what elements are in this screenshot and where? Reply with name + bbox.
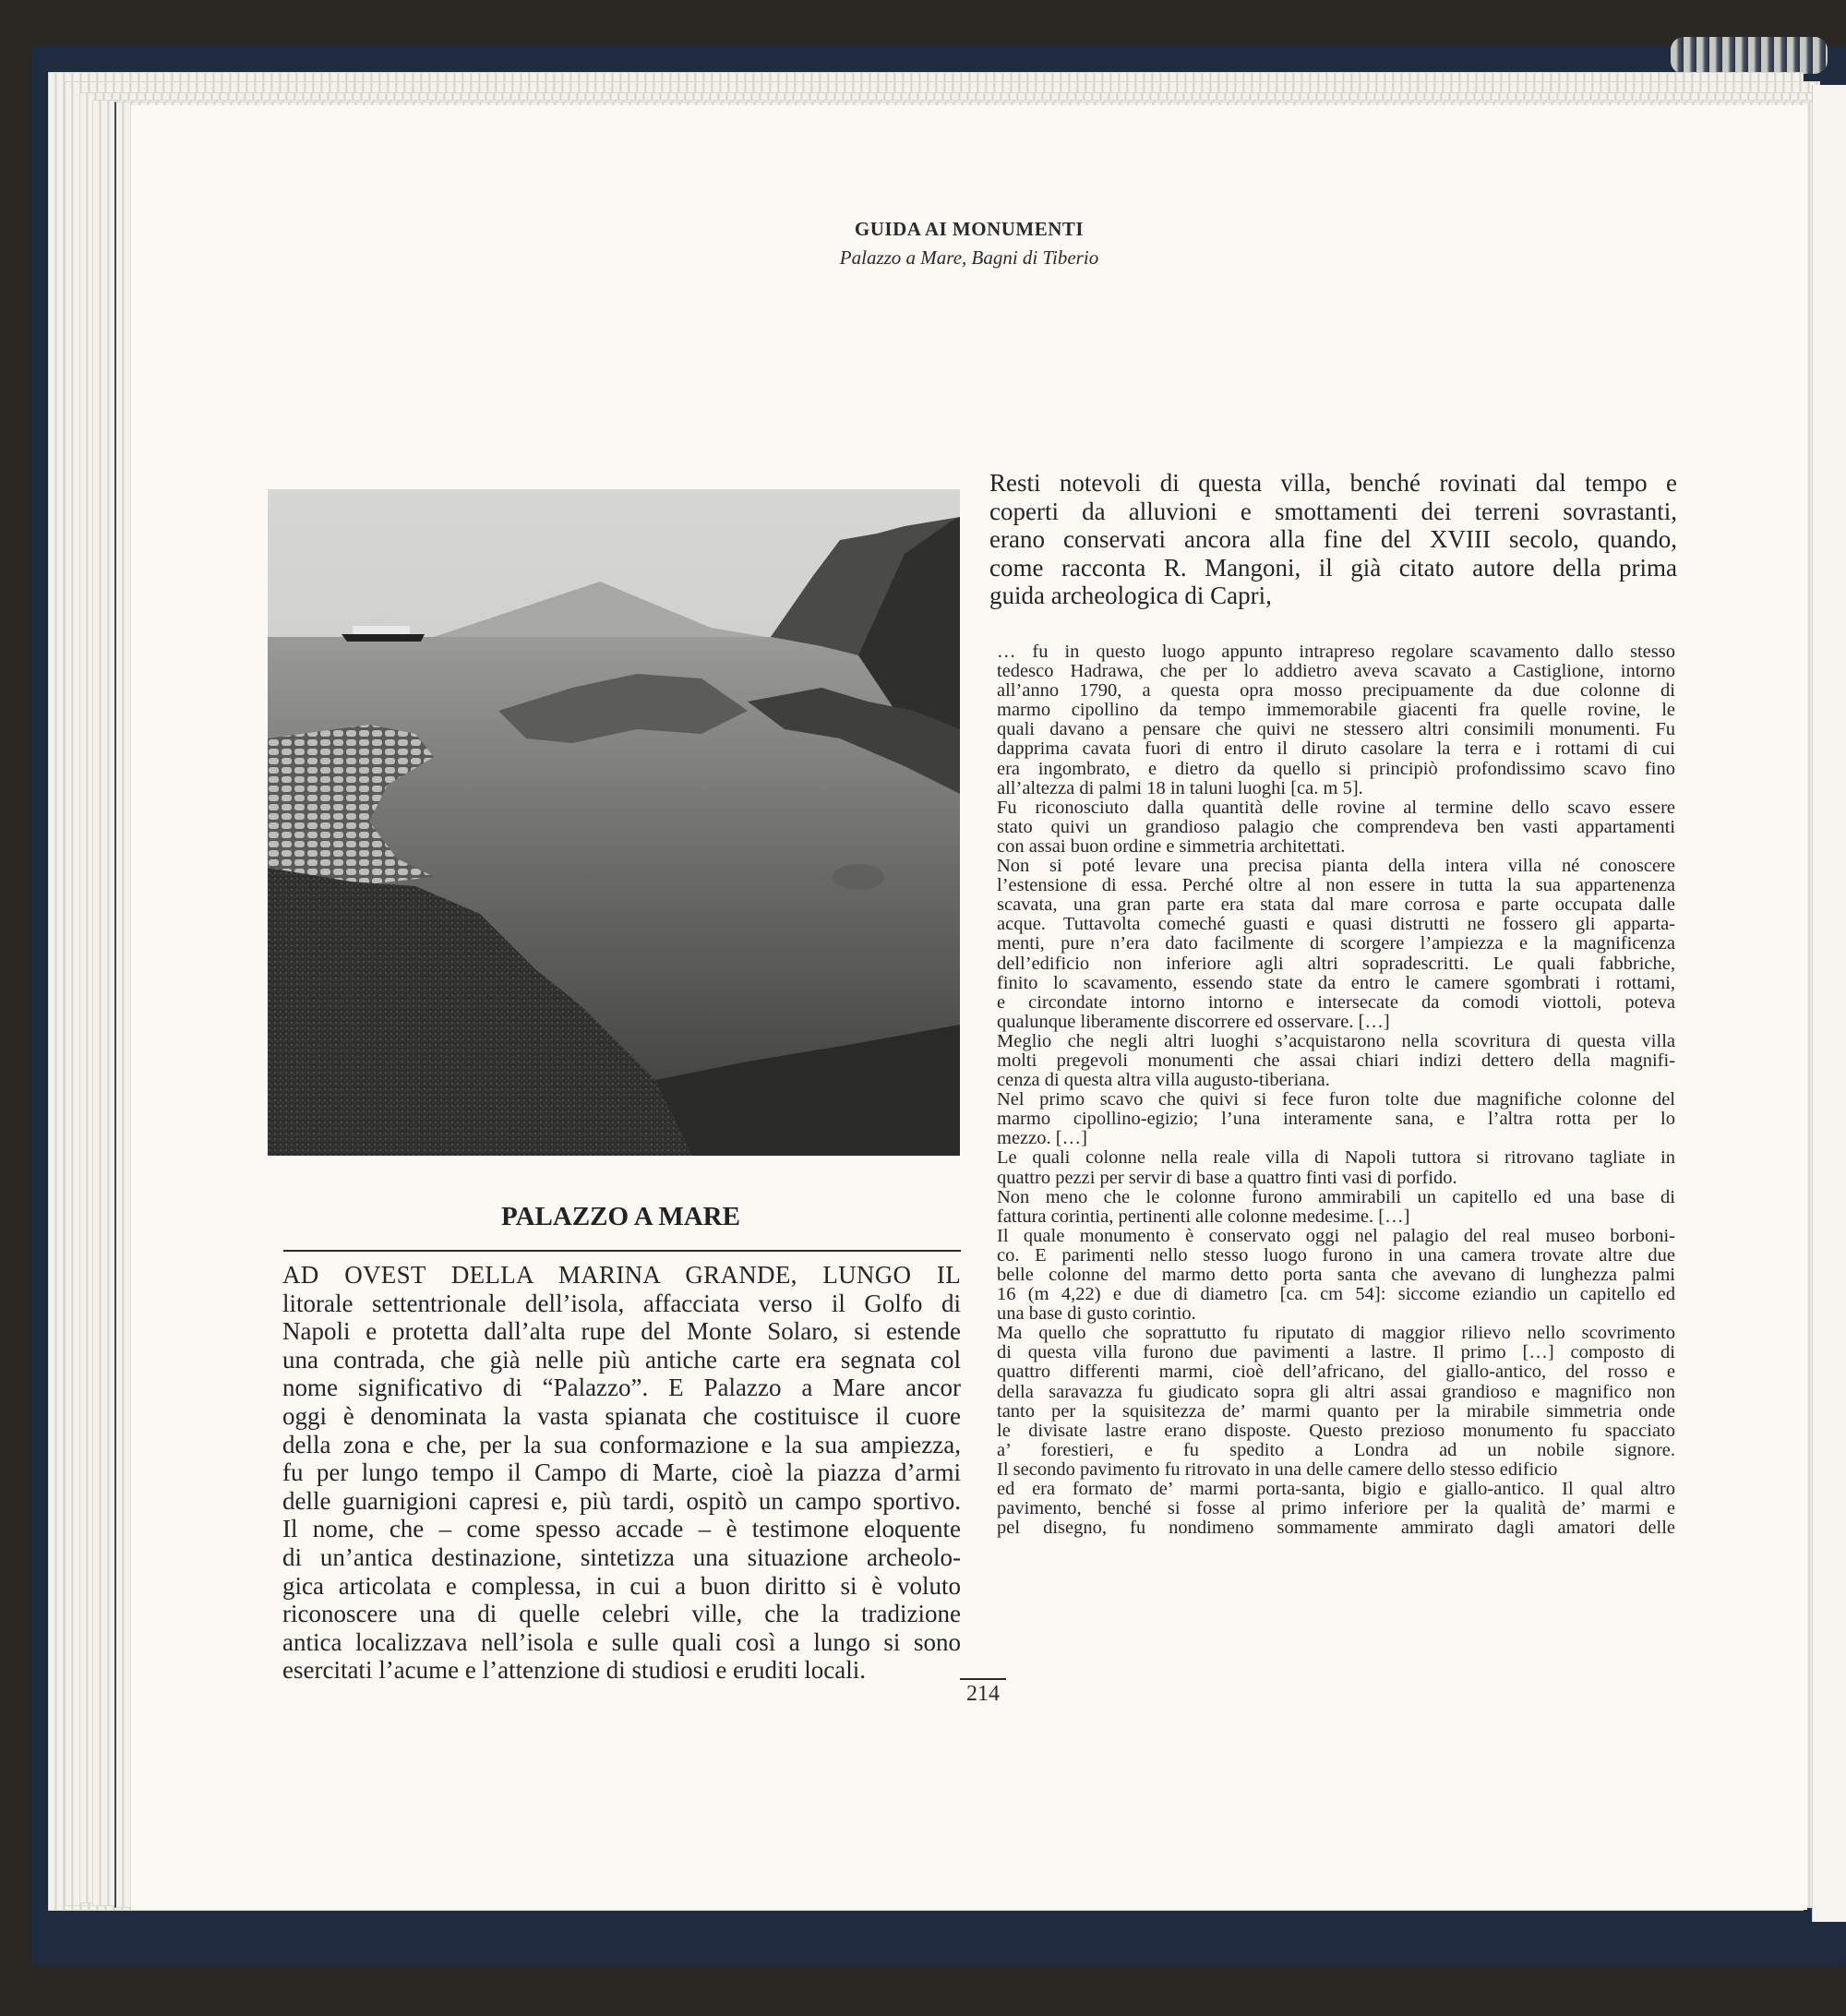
quote-line: all’altezza di palmi 18 in taluni luoghi [ca. m 5]. [997, 777, 1363, 798]
intro-line: erano conservati ancora alla fine del XVIII secolo, quando, [989, 525, 1677, 554]
body-line: Il nome, che – come spesso accade – è testimone eloquente [282, 1515, 961, 1543]
quote-line: Meglio che negli altri luoghi s’acquistarono nella scovritura di questa villa [997, 1030, 1675, 1051]
quote-line: belle colonne del marmo detto porta santa che avevano di lunghezza palmi [997, 1265, 1675, 1285]
quote-line: quattro differenti marmi, cioè dell’africano, del giallo-antico, del rosso e [997, 1362, 1675, 1383]
quote-line: 16 (m 4,22) e due di diametro [ca. cm 54]: siccome eziandio un capitello ed [997, 1284, 1675, 1305]
right-column-intro [989, 469, 1677, 610]
block-quote-mangoni [997, 642, 1675, 1538]
quote-line: scavata, una gran parte era stata dal mare corrosa e parte occupata dalle [997, 894, 1675, 916]
quote-line: tanto per la squisitezza de’ marmi quanto per la mirabile simmetria onde [997, 1400, 1675, 1422]
quote-line: finito lo scavamento, essendo state da entro le camere sgombrati i rottami, [997, 972, 1675, 993]
quote-line: marmo cipollino-egizio; l’una interamente sana, e l’altra rotta per lo [997, 1109, 1675, 1130]
body-line: gica articolata e complessa, in cui a buon diritto si è voluto [282, 1571, 961, 1600]
quote-line: pel disegno, fu nondimeno sommamente ammirato dagli amatori delle [997, 1518, 1675, 1539]
quote-line: una base di gusto corintio. [997, 1303, 1196, 1325]
quote-line: molti pregevoli monumenti che assai chiari indizi dettero della magnifi- [997, 1050, 1675, 1071]
quote-line: l’estensione di essa. Perché oltre al non essere in tutta la sua appartenenza [997, 875, 1675, 896]
quote-line: Il secondo pavimento fu ritrovato in una delle camere dello stesso edificio [997, 1458, 1558, 1480]
quote-line: Ma quello che soprattutto fu riputato di maggior rilievo nello scovrimento [997, 1323, 1675, 1344]
quote-line: quali davano a pensare che quivi ne stessero altri consimili monumenti. Fu [997, 719, 1675, 740]
body-line: AD OVEST DELLA MARINA GRANDE, LUNGO IL [282, 1261, 961, 1289]
body-line: esercitati l’acume e l’attenzione di studiosi e eruditi locali. [282, 1656, 867, 1685]
body-line: nome significativo di “Palazzo”. E Palazzo a Mare ancor [282, 1374, 961, 1402]
quote-line: Il quale monumento è conservato oggi nel palagio del real museo borboni- [997, 1225, 1675, 1246]
quote-line: pavimento, benché si fosse al primo inferiore per la qualità de’ marmi e [997, 1498, 1675, 1519]
intro-line: come racconta R. Mangoni, il già citato autore della prima [989, 553, 1677, 582]
quote-line: Fu riconosciuto dalla quantità delle rovine al termine dello scavo essere [997, 797, 1675, 818]
quote-line: con assai buon ordine e simmetria architettati. [997, 835, 1346, 857]
quote-line: quattro pezzi per servir di base a quattro finti vasi di porfido. [997, 1167, 1457, 1188]
quote-line: cenza di questa altra villa augusto-tiberiana. [997, 1070, 1330, 1091]
body-line: una contrada, che già nelle più antiche carte era segnata col [282, 1345, 961, 1374]
quote-line: fattura corintia, pertinenti alle colonne medesime. […] [997, 1206, 1410, 1227]
page-number: 214 [960, 1678, 1006, 1707]
quote-line: dell’edificio non inferiore agli altri sopradescritti. Le quali fabbriche, [997, 953, 1675, 974]
body-line: riconoscere una di quelle celebri ville, che la tradizione [282, 1600, 961, 1628]
body-line: antica localizzava nell’isola e sulle quali così a lungo si sono [282, 1627, 961, 1656]
quote-line: e circondate intorno intorno e intersecate da comodi viottoli, poteva [997, 991, 1675, 1013]
quote-line: di questa villa furono due pavimenti a lastre. Il primo […] composto di [997, 1342, 1675, 1363]
quote-line: Nel primo scavo che quivi si fece furon tolte due magnifiche colonne del [997, 1089, 1675, 1110]
body-line: di un’antica destinazione, sintetizza una situazione archeolo- [282, 1542, 961, 1571]
section-divider [283, 1250, 961, 1252]
quote-line: menti, pure n’era dato facilmente di scorgere l’ampiezza e la magnificenza [997, 933, 1675, 954]
body-line: Napoli e protetta dall’alta rupe del Monte Solaro, si estende [282, 1317, 961, 1346]
quote-line: mezzo. […] [997, 1128, 1087, 1149]
running-header [738, 218, 1200, 270]
quote-line: co. E parimenti nello stesso luogo furono in una camera trovate altre due [997, 1244, 1675, 1266]
quote-line: Non meno che le colonne furono ammirabili un capitello ed una base di [997, 1186, 1675, 1207]
quote-line: dapprima cavata fuori di entro il diruto casolare la terra e i rottami di cui [997, 738, 1675, 760]
body-line: della zona e che, per la sua conformazione e la sua ampiezza, [282, 1430, 961, 1458]
quote-line: Le quali colonne nella reale villa di Napoli tuttora si ritrovano tagliate in [997, 1147, 1675, 1169]
header-title: GUIDA AI MONUMENTI [854, 218, 1085, 240]
body-line: oggi è denominata la vasta spianata che costituisce il cuore [282, 1401, 961, 1430]
intro-line: guida archeologica di Capri, [989, 582, 1272, 610]
quote-line: acque. Tuttavolta comeché guasti e quasi distrutti ne fossero gli apparta- [997, 914, 1675, 935]
left-column-body [282, 1261, 961, 1685]
bookmark-ribbon [1671, 37, 1828, 74]
quote-line: a’ forestieri, e fu spedito a Londra ad un nobile signore. [997, 1439, 1675, 1460]
body-line: delle guarnigioni capresi e, più tardi, ospitò un campo sportivo. [282, 1486, 961, 1515]
quote-line: … fu in questo luogo appunto intrapreso regolare scavamento dallo stesso [997, 642, 1675, 662]
quote-line: era ingombrato, e dietro da quello si principiò profondissimo scavo fino [997, 758, 1675, 779]
quote-line: stato quivi un grandioso palagio che comprendeva ben vasti appartamenti [997, 816, 1675, 837]
quote-line: ed era formato de’ marmi porta-santa, bigio e giallo-antico. Il qual altro [997, 1479, 1675, 1500]
quote-line: tedesco Hadrawa, che per lo addietro aveva scavato a Castiglione, intorno [997, 661, 1675, 682]
intro-line: coperti da alluvioni e smottamenti dei terreni sovrastanti, [989, 497, 1677, 525]
quote-line: qualunque liberamente discorrere ed osservare. […] [997, 1011, 1390, 1032]
section-title: PALAZZO A MARE [501, 1202, 740, 1231]
rocky-coastline-photo [268, 489, 960, 1156]
body-line: litorale settentrionale dell’isola, affacciata verso il Golfo di [282, 1289, 961, 1317]
quote-line: le divisate lastre erano disposte. Questo prezioso monumento fu spacciato [997, 1420, 1675, 1441]
header-subtitle: Palazzo a Mare, Bagni di Tiberio [839, 246, 1099, 269]
quote-line: all’anno 1790, a questa opra mosso precipuamente da due colonne di [997, 680, 1675, 702]
facing-page-edge [1812, 85, 1846, 1922]
quote-line: Non si poté levare una precisa pianta della intera villa né conoscere [997, 856, 1675, 877]
quote-line: marmo cipollino da tempo immemorabile giacenti fra quelle rovine, le [997, 700, 1675, 721]
body-line: fu per lungo tempo il Campo di Marte, cioè la piazza d’armi [282, 1458, 961, 1487]
intro-line: Resti notevoli di questa villa, benché rovinati dal tempo e [989, 469, 1677, 497]
quote-line: della saravazza fu giudicato sopra gli altri assai grandioso e magnifico non [997, 1381, 1675, 1402]
